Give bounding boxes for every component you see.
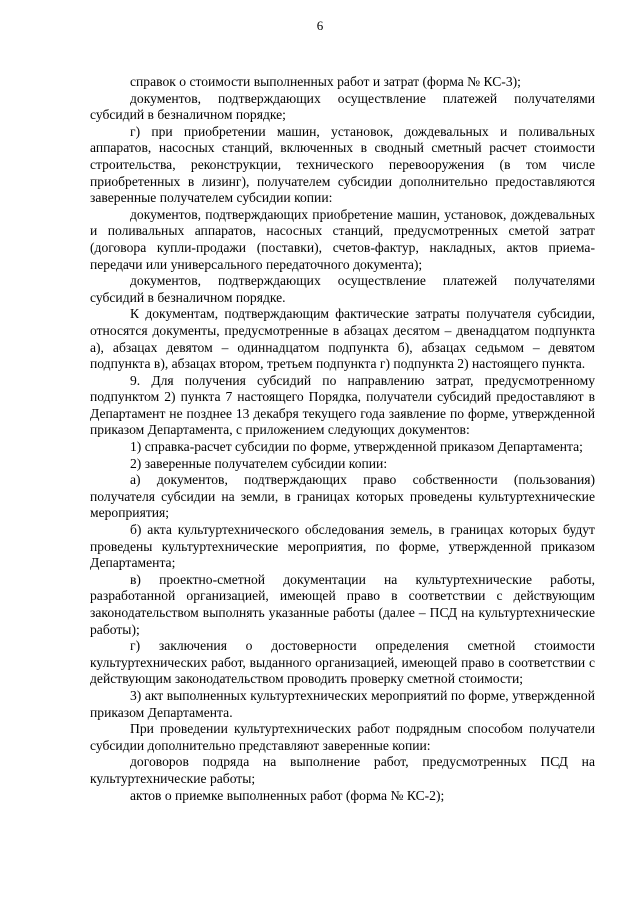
- paragraph: г) заключения о достоверности определения сметной стоимости культуртехнических работ, выданного организацией, имеющей право в соответствии с действующим законодательством проводить проверку сметной стоимости;: [90, 638, 595, 687]
- paragraph: документов, подтверждающих осуществление платежей получателями субсидий в безналичном порядке.: [90, 273, 595, 305]
- paragraph: а) документов, подтверждающих право собственности (пользования) получателя субсидии на земли, в границах которых проведены культуртехнические мероприятия;: [90, 472, 595, 521]
- paragraph: справок о стоимости выполненных работ и затрат (форма № КС-3);: [130, 74, 521, 89]
- paragraph: договоров подряда на выполнение работ, предусмотренных ПСД на культуртехнические работы;: [90, 754, 595, 786]
- paragraph: При проведении культуртехнических работ подрядным способом получатели субсидии дополнительно представляют заверенные копии:: [90, 721, 595, 753]
- paragraph: документов, подтверждающих приобретение машин, установок, дождевальных и поливальных аппаратов, насосных станций, предусмотренных сметой затрат (договора купли-продажи (поставки), счетов-фактур, накладных, актов приема-передачи или универсального передаточного документа);: [90, 206, 595, 272]
- paragraph: г) при приобретении машин, установок, дождевальных и поливальных аппаратов, насосных станций, включенных в сводный сметный расчет стоимости строительства, реконструкции, технического перевооружения (в том числе приобретенных в лизинг), получателем субсидии дополнительно предоставляются заверенные получателем субсидии копии:: [90, 123, 595, 206]
- paragraph: в) проектно-сметной документации на культуртехнические работы, разработанной организацией, имеющей право в соответствии с действующим законодательством выполнять указанные работы (далее – ПСД на культуртехнические работы);: [90, 571, 595, 637]
- paragraph: 9. Для получения субсидий по направлению затрат, предусмотренному подпунктом 2) пункта 7 настоящего Порядка, получатели субсидий предоставляют в Департамент не позднее 13 декабря текущего года заявление по форме, утвержденной приказом Департамента, с приложением следующих документов:: [90, 372, 595, 438]
- paragraph: 1) справка-расчет субсидии по форме, утвержденной приказом Департамента;: [130, 439, 583, 455]
- paragraph: К документам, подтверждающим фактические затраты получателя субсидии, относятся документы, предусмотренные в абзацах десятом – двенадцатом подпункта а), абзацах девятом – одиннадцатом подпункта б), абзацах седьмом – девятом подпункта в), абзацах втором, третьем подпункта г) подпункта 2) настоящего пункта.: [90, 306, 595, 372]
- page-number: 6: [316, 18, 324, 33]
- document-body: [90, 74, 595, 804]
- paragraph: 3) акт выполненных культуртехнических мероприятий по форме, утвержденной приказом Департамента.: [90, 687, 595, 720]
- paragraph: актов о приемке выполненных работ (форма № КС-2);: [130, 787, 445, 803]
- paragraph: документов, подтверждающих осуществление платежей получателями субсидий в безналичном порядке;: [90, 90, 595, 123]
- paragraph: 2) заверенные получателем субсидии копии:: [130, 455, 388, 471]
- paragraph: б) акта культуртехнического обследования земель, в границах которых будут проведены культуртехнические мероприятия, по форме, утвержденной приказом Департамента;: [90, 522, 595, 571]
